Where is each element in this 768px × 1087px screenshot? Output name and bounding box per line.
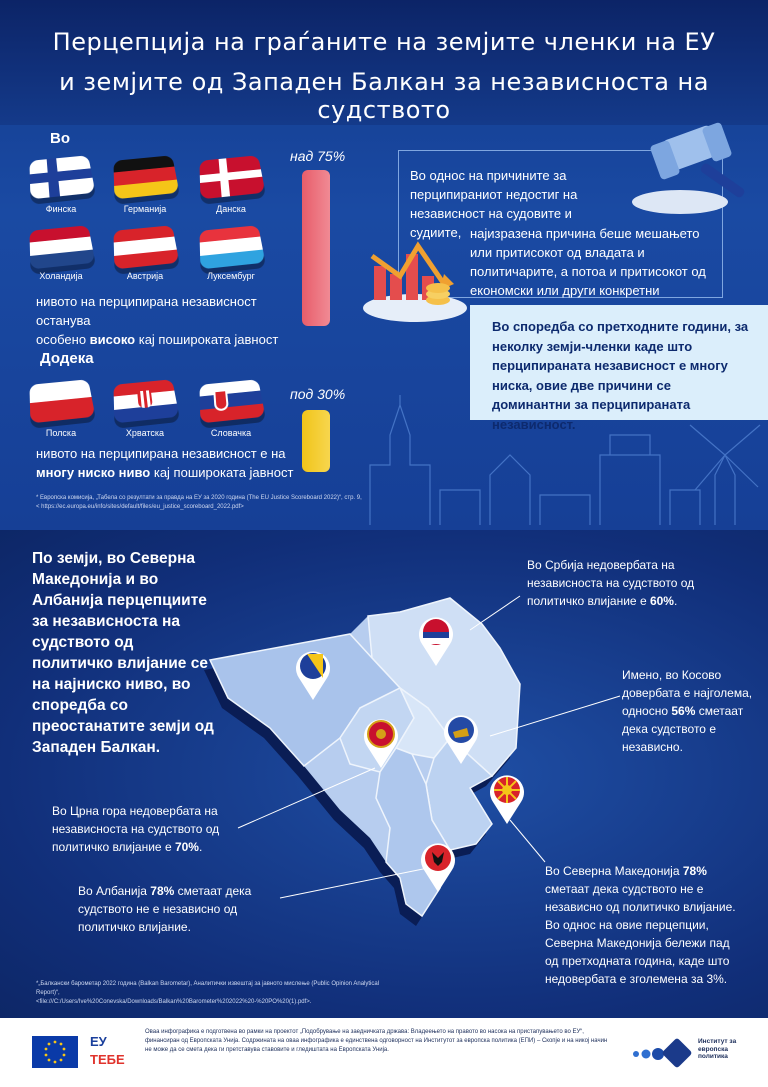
eu-logo-bottom: ТЕБЕ	[90, 1052, 125, 1067]
page-title-line1: Перцепција на граѓаните на земјите членки на ЕУ	[52, 28, 716, 56]
institute-logo	[628, 1036, 748, 1072]
reasons-intro: Во однос на причините за перципираниот недостиг на независност на судовите и судиите,	[410, 168, 578, 240]
low-percentage-bar	[302, 410, 330, 472]
comparison-box	[470, 305, 768, 432]
flag-luxembourg-icon	[199, 225, 265, 269]
balkans-lead-text: По земји, во Северна Македонија и во Албанија перцепциите за независноста на судството од политичко влијание се на најниско ниво, во споредба со преостанатите земји од Западен Балкан.	[32, 550, 214, 756]
high-bar-label: над 75%	[290, 148, 346, 164]
flag-slovakia-icon	[199, 379, 265, 423]
country-label: Луксембург	[207, 271, 255, 281]
kosovo-text-pre: Имено, во Косово довербата е најголема, односно	[622, 668, 753, 718]
country-label: Полска	[45, 428, 77, 438]
montenegro-text	[52, 802, 242, 856]
flag-netherlands-icon	[29, 225, 95, 269]
high-text-bold: високо	[89, 332, 136, 347]
page-header	[0, 0, 768, 125]
low-group-text	[36, 444, 296, 482]
footnote-bottom	[36, 980, 396, 1007]
montenegro-text-post: .	[198, 840, 203, 854]
high-text-pre: особено	[36, 332, 90, 347]
country-label: Германија	[123, 204, 167, 214]
albania-text-pre: Во Албанија	[78, 884, 151, 898]
country-label: Хрватска	[125, 428, 165, 438]
footer-disclaimer: Оваа инфографика е подготвена во рамки на проектот „Подобрување на заедничката држава: Владеењето на правото во насока на пристапувањето во ЕУ“, финансиран од Европската Унија. Содржината на оваа инфографика е единствена одговорност на Институтот за европска политика (ЕПИ) – Скопје и на никој начин не може да се смета дека ги претставува ставовите и гледиштата на Европската Унија.	[145, 1029, 608, 1053]
flag-croatia-icon	[113, 379, 179, 423]
nm-text-post: сметаат дека судството не е независно од политичко влијание. Во однос на овие перцепции, Северна Македонија бележи пад од претходната година, каде што недовербата е зголемена за 3%.	[545, 882, 736, 986]
serbia-text-post: .	[673, 594, 678, 608]
reasons-detail: најизразена причина беше мешањето или притисокот од владата и политичарите, а потоа и притисокот од економски или други конкретни	[470, 226, 706, 298]
albania-text-post: сметаат дека судството не е независно од политичко влијание.	[78, 884, 252, 934]
gavel-icon	[625, 122, 760, 222]
footnote-top-line1: * Европска комисија, „Табела со резултати за правда на ЕУ за 2020 година (The EU Justice Scoreboard 2022)“, стр. 9,	[36, 495, 362, 501]
footnote-top-link[interactable]: < https://ec.europa.eu/info/sites/default/files/eu_justice_scoreboard_2022.pdf>	[36, 504, 244, 510]
kosovo-text	[622, 666, 762, 756]
flag-poland-icon	[29, 379, 95, 423]
low-group-label: Додека	[40, 350, 94, 367]
page-footer	[0, 1018, 768, 1087]
declining-chart-icon	[360, 236, 470, 326]
country-label: Австрија	[126, 271, 164, 281]
serbia-value: 60%	[649, 594, 674, 608]
comparison-text: Во споредба со претходните години, за неколку земји-членки каде што перципираната независност е многу ниска, овие две причини се доминантни за перципираната независност.	[492, 319, 749, 432]
flag-finland-icon	[29, 155, 95, 199]
high-text-line1: нивото на перципирана независност останува	[36, 294, 257, 328]
montenegro-value: 70%	[174, 840, 199, 854]
high-text-post: кај пошироката јавност	[135, 332, 279, 347]
nm-value: 78%	[682, 864, 707, 878]
albania-text	[78, 882, 278, 936]
eu-flag-icon	[32, 1036, 78, 1068]
high-group-label: Во	[50, 130, 70, 147]
low-bar-label: под 30%	[290, 386, 346, 402]
eu-tebe-logo	[88, 1032, 132, 1072]
flag-denmark-icon	[199, 155, 265, 199]
footnote-bottom-link[interactable]: <file:///C:/Users/Ive%20Conevska/Downloads/Balkan%20Barometer%202022%20-%20PO%20(1).pdf>.	[36, 999, 312, 1005]
high-percentage-bar	[302, 170, 330, 326]
institute-name: Институт за европска политика	[698, 1038, 737, 1060]
country-label: Данска	[216, 204, 246, 214]
kosovo-value: 56%	[671, 704, 696, 718]
nm-text-pre: Во Северна Македонија	[545, 864, 683, 878]
albania-value: 78%	[150, 884, 175, 898]
high-group-text	[36, 292, 296, 349]
page-title-line2: и земјите од Западен Балкан за независноста на судството	[59, 68, 709, 124]
serbia-text-pre: Во Србија недовербата на независноста на судството од политичко влијание е	[527, 558, 695, 608]
country-label: Холандија	[39, 271, 83, 281]
low-text-post: кај пошироката јавност	[150, 465, 294, 480]
low-text-bold: многу ниско ниво	[36, 465, 151, 480]
montenegro-text-pre: Во Црна гора недовербата на независноста на судството од политичко влијание е	[52, 804, 220, 854]
footnote-top	[36, 494, 376, 512]
serbia-text	[527, 556, 727, 610]
country-label: Финска	[45, 204, 77, 214]
north-macedonia-text	[545, 862, 745, 988]
footnote-bottom-line1: *„Балкански барометар 2022 година (Balkan Barometar), Аналитички извештај за јавното мислење (Public Opinion Analytical Report)“,	[36, 981, 380, 996]
flag-austria-icon	[113, 225, 179, 269]
kosovo-text-post: сметаат дека судството е независно.	[622, 704, 744, 754]
country-label: Словачка	[210, 428, 252, 438]
institute-dots-icon	[628, 1036, 694, 1072]
flag-germany-icon	[113, 155, 179, 199]
eu-logo-top: ЕУ	[90, 1034, 107, 1049]
low-text-line1: нивото на перципирана независност е на	[36, 446, 286, 461]
